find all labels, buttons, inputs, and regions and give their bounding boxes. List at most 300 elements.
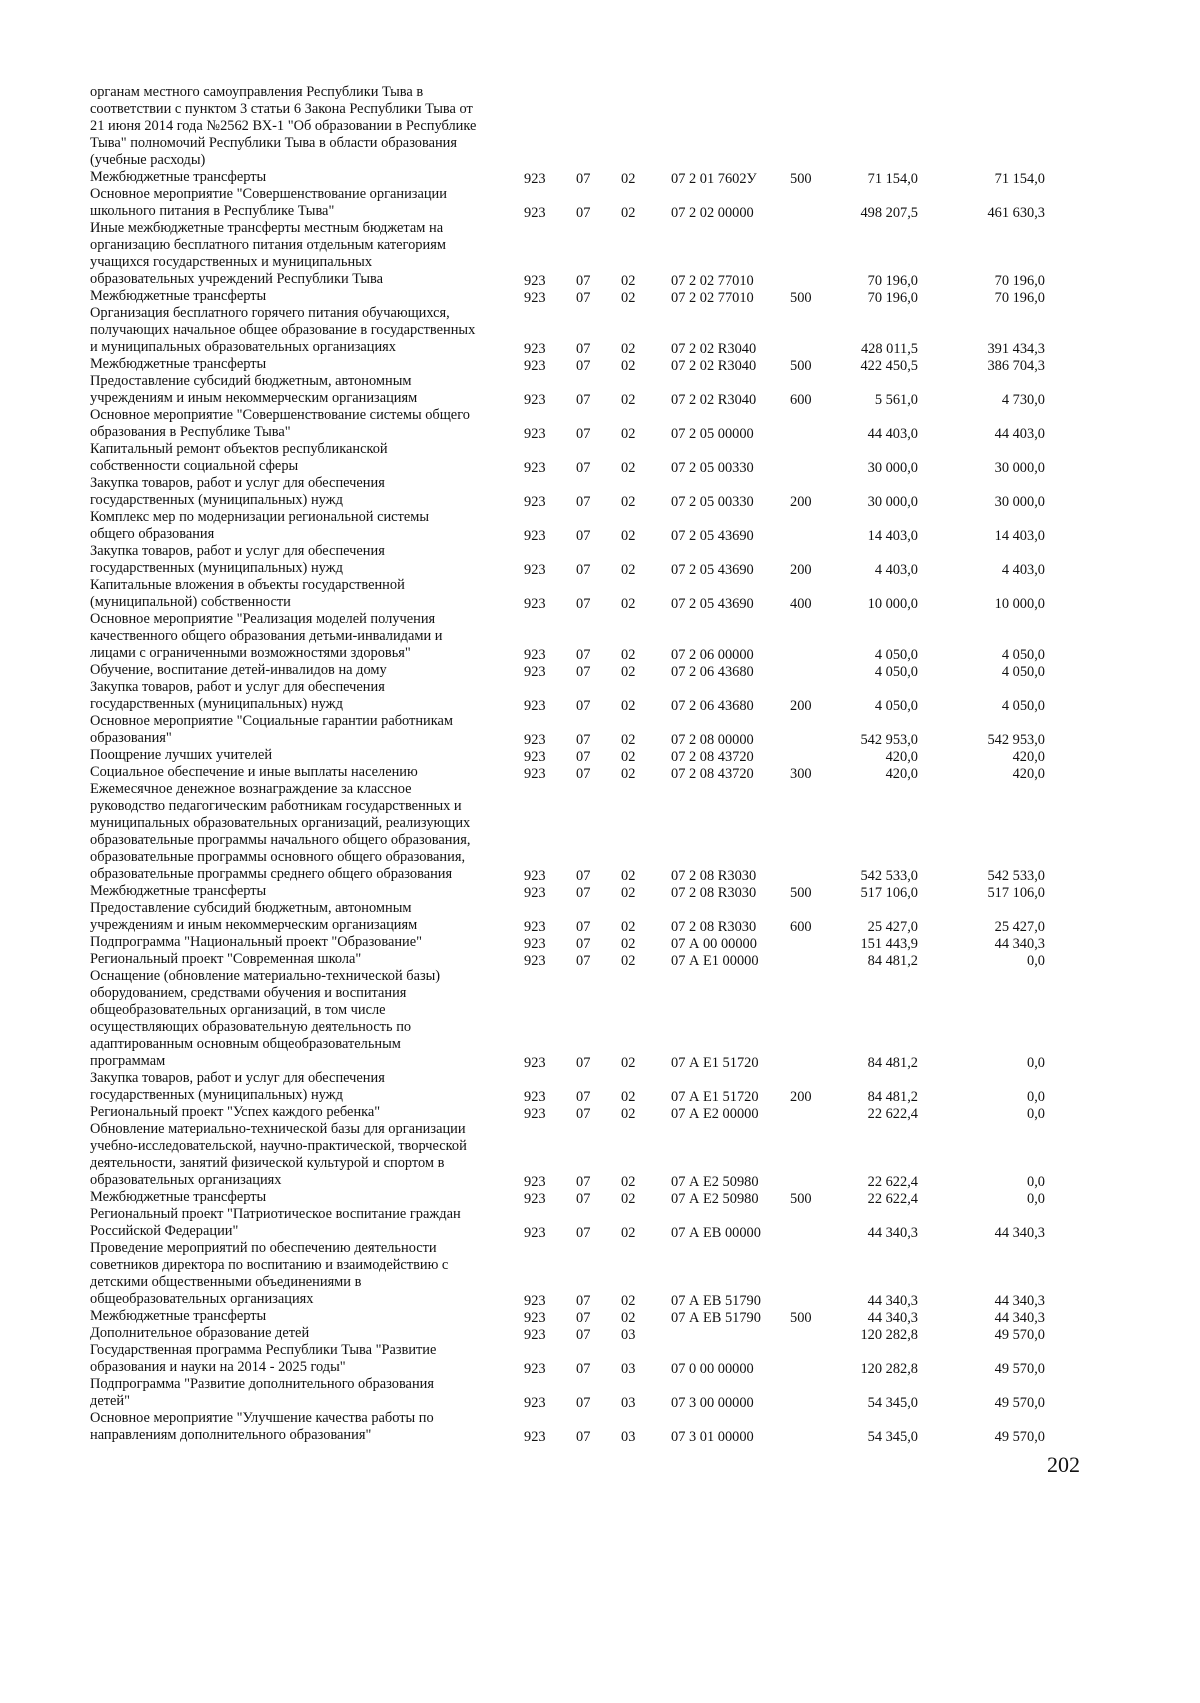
section-code: 07 [576, 528, 591, 544]
subsection-code: 02 [621, 868, 636, 884]
amount-year-2: 517 106,0 [987, 885, 1045, 901]
target-article-code: 07 А ЕВ 51790 [671, 1310, 761, 1326]
section-code: 07 [576, 205, 591, 221]
page-number: 202 [1047, 1452, 1080, 1477]
table-row [90, 356, 1045, 373]
description-line: собственности социальной сферы [90, 458, 299, 474]
amount-year-1: 10 000,0 [867, 596, 918, 612]
description-line: Основное мероприятие "Улучшение качества работы по [90, 1410, 434, 1426]
table-row [90, 305, 1045, 356]
target-article-code: 07 2 02 R3040 [671, 341, 757, 357]
description-line: Подпрограмма "Развитие дополнительного образования [90, 1376, 434, 1392]
description-line: Проведение мероприятий по обеспечению деятельности [90, 1240, 437, 1256]
amount-year-1: 14 403,0 [867, 528, 918, 544]
amount-year-2: 44 403,0 [994, 426, 1045, 442]
description-line: учреждениям и иным некоммерческим организациям [90, 390, 418, 406]
target-article-code: 07 А Е2 50980 [671, 1174, 759, 1190]
subsection-code: 02 [621, 392, 636, 408]
amount-year-2: 10 000,0 [994, 596, 1045, 612]
amount-year-2: 44 340,3 [994, 1293, 1045, 1309]
description-line: Региональный проект "Патриотическое воспитание граждан [90, 1206, 461, 1222]
description-line: руководство педагогическим работникам государственных и [90, 798, 462, 814]
subsection-code: 02 [621, 647, 636, 663]
description-line: государственных (муниципальных) нужд [90, 492, 343, 508]
description-line: и муниципальных образовательных организациях [90, 339, 396, 355]
table-row [90, 934, 1045, 951]
table-row [90, 1342, 1045, 1376]
subsection-code: 03 [621, 1327, 636, 1343]
section-code: 07 [576, 341, 591, 357]
row-description [90, 475, 524, 509]
table-row [90, 84, 1045, 169]
amount-year-2: 0,0 [1027, 1089, 1045, 1105]
amount-year-2: 420,0 [1012, 766, 1045, 782]
description-line: Подпрограмма "Национальный проект "Образование" [90, 934, 423, 950]
target-article-code: 07 2 08 00000 [671, 732, 754, 748]
subsection-code: 02 [621, 562, 636, 578]
description-line: Межбюджетные трансферты [90, 1189, 267, 1205]
subsection-code: 02 [621, 698, 636, 714]
section-code: 07 [576, 596, 591, 612]
description-line: Закупка товаров, работ и услуг для обеспечения [90, 475, 385, 491]
table-row [90, 1104, 1045, 1121]
section-code: 07 [576, 868, 591, 884]
amount-year-2: 49 570,0 [994, 1327, 1045, 1343]
subsection-code: 02 [621, 936, 636, 952]
target-article-code: 07 2 05 43690 [671, 596, 754, 612]
description-line: Дополнительное образование детей [90, 1325, 310, 1341]
description-line: 21 июня 2014 года №2562 ВХ-1 "Об образовании в Республике [90, 118, 477, 134]
row-description [90, 679, 524, 713]
department-code: 923 [524, 1174, 546, 1190]
department-code: 923 [524, 766, 546, 782]
department-code: 923 [524, 1429, 546, 1445]
target-article-code: 07 2 05 00000 [671, 426, 754, 442]
description-line: общеобразовательных организаций, в том числе [90, 1002, 386, 1018]
subsection-code: 02 [621, 358, 636, 374]
section-code: 07 [576, 426, 591, 442]
table-row [90, 1206, 1045, 1240]
description-line: Социальное обеспечение и иные выплаты населению [90, 764, 418, 780]
target-article-code: 07 А Е2 50980 [671, 1191, 759, 1207]
section-code: 07 [576, 732, 591, 748]
row-description [90, 509, 524, 543]
row-description [90, 186, 524, 220]
subsection-code: 02 [621, 953, 636, 969]
amount-year-1: 22 622,4 [867, 1106, 918, 1122]
section-code: 07 [576, 562, 591, 578]
description-line: муниципальных образовательных организаций, реализующих [90, 815, 471, 831]
section-code: 07 [576, 953, 591, 969]
amount-year-1: 542 533,0 [860, 868, 918, 884]
subsection-code: 02 [621, 1106, 636, 1122]
department-code: 923 [524, 749, 546, 765]
section-code: 07 [576, 885, 591, 901]
amount-year-1: 54 345,0 [867, 1429, 918, 1445]
department-code: 923 [524, 1225, 546, 1241]
table-row [90, 764, 1045, 781]
section-code: 07 [576, 698, 591, 714]
row-description [90, 1410, 524, 1444]
expense-type-code: 600 [790, 392, 812, 408]
row-description [90, 1376, 524, 1410]
department-code: 923 [524, 205, 546, 221]
row-description [90, 764, 524, 781]
description-line: Закупка товаров, работ и услуг для обеспечения [90, 543, 385, 559]
amount-year-1: 71 154,0 [867, 171, 918, 187]
section-code: 07 [576, 1361, 591, 1377]
description-line: деятельности, занятий физической культурой и спортом в [90, 1155, 445, 1171]
row-description [90, 1104, 524, 1121]
row-description [90, 407, 524, 441]
section-code: 07 [576, 1293, 591, 1309]
description-line: направлениям дополнительного образования" [90, 1427, 372, 1443]
amount-year-2: 0,0 [1027, 1055, 1045, 1071]
department-code: 923 [524, 392, 546, 408]
subsection-code: 02 [621, 749, 636, 765]
row-description [90, 288, 524, 305]
expense-type-code: 500 [790, 171, 812, 187]
row-description [90, 356, 524, 373]
subsection-code: 02 [621, 1310, 636, 1326]
section-code: 07 [576, 1055, 591, 1071]
target-article-code: 07 3 00 00000 [671, 1395, 754, 1411]
target-article-code: 07 А ЕВ 00000 [671, 1225, 761, 1241]
amount-year-2: 30 000,0 [994, 460, 1045, 476]
amount-year-1: 22 622,4 [867, 1191, 918, 1207]
row-description [90, 220, 524, 288]
department-code: 923 [524, 698, 546, 714]
row-description [90, 1189, 524, 1206]
description-line: образовательные программы начального общего образования, [90, 832, 471, 848]
table-row [90, 611, 1045, 662]
subsection-code: 02 [621, 732, 636, 748]
description-line: Капитальные вложения в объекты государственной [90, 577, 405, 593]
amount-year-2: 71 154,0 [994, 171, 1045, 187]
section-code: 07 [576, 647, 591, 663]
target-article-code: 07 А Е1 51720 [671, 1055, 759, 1071]
department-code: 923 [524, 1191, 546, 1207]
section-code: 07 [576, 1225, 591, 1241]
amount-year-2: 0,0 [1027, 1174, 1045, 1190]
target-article-code: 07 2 08 R3030 [671, 885, 757, 901]
description-line: образования в Республике Тыва" [90, 424, 291, 440]
description-line: Предоставление субсидий бюджетным, автономным [90, 900, 412, 916]
row-description [90, 611, 524, 662]
row-description [90, 373, 524, 407]
row-description [90, 747, 524, 764]
subsection-code: 02 [621, 341, 636, 357]
department-code: 923 [524, 953, 546, 969]
target-article-code: 07 А Е2 00000 [671, 1106, 759, 1122]
description-line: осуществляющих образовательную деятельность по [90, 1019, 412, 1035]
subsection-code: 02 [621, 1089, 636, 1105]
description-line: Организация бесплатного горячего питания обучающихся, [90, 305, 450, 321]
table-row [90, 1376, 1045, 1410]
description-line: учреждениям и иным некоммерческим организациям [90, 917, 418, 933]
row-description [90, 900, 524, 934]
amount-year-1: 4 403,0 [874, 562, 918, 578]
expense-type-code: 200 [790, 698, 812, 714]
expense-type-code: 600 [790, 919, 812, 935]
description-line: Предоставление субсидий бюджетным, автономным [90, 373, 412, 389]
table-row [90, 186, 1045, 220]
amount-year-2: 44 340,3 [994, 1310, 1045, 1326]
expense-type-code: 200 [790, 494, 812, 510]
table-row [90, 288, 1045, 305]
amount-year-2: 542 953,0 [987, 732, 1045, 748]
table-row [90, 1189, 1045, 1206]
table-row [90, 662, 1045, 679]
target-article-code: 07 2 05 43690 [671, 562, 754, 578]
target-article-code: 07 2 06 00000 [671, 647, 754, 663]
department-code: 923 [524, 936, 546, 952]
amount-year-1: 25 427,0 [867, 919, 918, 935]
target-article-code: 07 А Е1 00000 [671, 953, 759, 969]
subsection-code: 02 [621, 205, 636, 221]
row-description [90, 169, 524, 186]
row-description [90, 1308, 524, 1325]
amount-year-2: 25 427,0 [994, 919, 1045, 935]
amount-year-1: 44 340,3 [867, 1225, 918, 1241]
description-line: получающих начальное общее образование в государственных [90, 322, 476, 338]
target-article-code: 07 А ЕВ 51790 [671, 1293, 761, 1309]
table-row [90, 373, 1045, 407]
target-article-code: 07 2 08 R3030 [671, 919, 757, 935]
section-code: 07 [576, 664, 591, 680]
description-line: Оснащение (обновление материально-технической базы) [90, 968, 441, 984]
table-row [90, 577, 1045, 611]
amount-year-2: 461 630,3 [987, 205, 1045, 221]
section-code: 07 [576, 919, 591, 935]
department-code: 923 [524, 528, 546, 544]
description-line: соответствии с пунктом 3 статьи 6 Закона Республики Тыва от [90, 101, 473, 117]
subsection-code: 02 [621, 664, 636, 680]
subsection-code: 02 [621, 919, 636, 935]
amount-year-1: 517 106,0 [860, 885, 918, 901]
amount-year-2: 4 050,0 [1001, 698, 1045, 714]
description-line: учащихся государственных и муниципальных [90, 254, 373, 270]
row-description [90, 968, 524, 1070]
expense-type-code: 500 [790, 1191, 812, 1207]
amount-year-2: 44 340,3 [994, 1225, 1045, 1241]
row-description [90, 781, 524, 883]
section-code: 07 [576, 766, 591, 782]
amount-year-1: 44 340,3 [867, 1310, 918, 1326]
department-code: 923 [524, 1106, 546, 1122]
amount-year-1: 30 000,0 [867, 460, 918, 476]
department-code: 923 [524, 460, 546, 476]
amount-year-1: 4 050,0 [874, 664, 918, 680]
amount-year-2: 70 196,0 [994, 290, 1045, 306]
department-code: 923 [524, 647, 546, 663]
table-row [90, 220, 1045, 288]
description-line: советников директора по воспитанию и взаимодействию с [90, 1257, 449, 1273]
table-row [90, 968, 1045, 1070]
description-line: детей" [90, 1393, 130, 1409]
description-line: учебно-исследовательской, научно-практической, творческой [90, 1138, 467, 1154]
department-code: 923 [524, 1089, 546, 1105]
section-code: 07 [576, 171, 591, 187]
amount-year-1: 4 050,0 [874, 647, 918, 663]
description-line: адаптированным основным общеобразовательным [90, 1036, 401, 1052]
table-row [90, 1121, 1045, 1189]
amount-year-1: 44 403,0 [867, 426, 918, 442]
amount-year-1: 428 011,5 [860, 341, 918, 357]
amount-year-2: 14 403,0 [994, 528, 1045, 544]
target-article-code: 07 А 00 00000 [671, 936, 757, 952]
amount-year-2: 30 000,0 [994, 494, 1045, 510]
table-row [90, 781, 1045, 883]
section-code: 07 [576, 1310, 591, 1326]
description-line: образования" [90, 730, 172, 746]
subsection-code: 02 [621, 273, 636, 289]
table-row [90, 1240, 1045, 1308]
subsection-code: 02 [621, 885, 636, 901]
amount-year-1: 5 561,0 [874, 392, 918, 408]
table-row [90, 169, 1045, 186]
row-description [90, 543, 524, 577]
row-description [90, 1240, 524, 1308]
row-description [90, 305, 524, 356]
amount-year-1: 84 481,2 [867, 1055, 918, 1071]
table-row [90, 1308, 1045, 1325]
subsection-code: 03 [621, 1395, 636, 1411]
table-row [90, 679, 1045, 713]
row-description [90, 1342, 524, 1376]
department-code: 923 [524, 171, 546, 187]
department-code: 923 [524, 1361, 546, 1377]
amount-year-1: 84 481,2 [867, 953, 918, 969]
section-code: 07 [576, 392, 591, 408]
target-article-code: 07 2 02 R3040 [671, 392, 757, 408]
target-article-code: 07 2 08 43720 [671, 749, 754, 765]
amount-year-1: 422 450,5 [860, 358, 918, 374]
amount-year-1: 542 953,0 [860, 732, 918, 748]
expense-type-code: 200 [790, 1089, 812, 1105]
description-line: Капитальный ремонт объектов республиканской [90, 441, 388, 457]
description-line: общеобразовательных организациях [90, 1291, 314, 1307]
subsection-code: 02 [621, 290, 636, 306]
subsection-code: 02 [621, 426, 636, 442]
amount-year-2: 0,0 [1027, 1106, 1045, 1122]
description-line: Межбюджетные трансферты [90, 1308, 267, 1324]
amount-year-1: 120 282,8 [860, 1361, 918, 1377]
target-article-code: 07 2 05 43690 [671, 528, 754, 544]
description-line: Региональный проект "Современная школа" [90, 951, 362, 967]
table-row [90, 883, 1045, 900]
subsection-code: 02 [621, 1293, 636, 1309]
description-line: Обновление материально-технической базы для организации [90, 1121, 466, 1137]
expense-type-code: 200 [790, 562, 812, 578]
table-row [90, 509, 1045, 543]
department-code: 923 [524, 494, 546, 510]
section-code: 07 [576, 1191, 591, 1207]
amount-year-2: 49 570,0 [994, 1429, 1045, 1445]
description-line: школьного питания в Республике Тыва" [90, 203, 335, 219]
subsection-code: 02 [621, 528, 636, 544]
amount-year-2: 542 533,0 [987, 868, 1045, 884]
subsection-code: 02 [621, 494, 636, 510]
description-line: Иные межбюджетные трансферты местным бюджетам на [90, 220, 444, 236]
department-code: 923 [524, 732, 546, 748]
description-line: Государственная программа Республики Тыва "Развитие [90, 1342, 437, 1358]
section-code: 07 [576, 273, 591, 289]
department-code: 923 [524, 1310, 546, 1326]
table-row [90, 1410, 1045, 1444]
row-description [90, 713, 524, 747]
subsection-code: 03 [621, 1361, 636, 1377]
section-code: 07 [576, 358, 591, 374]
amount-year-1: 84 481,2 [867, 1089, 918, 1105]
target-article-code: 07 2 01 7602У [671, 171, 757, 187]
subsection-code: 02 [621, 1055, 636, 1071]
department-code: 923 [524, 664, 546, 680]
target-article-code: 07 2 08 43720 [671, 766, 754, 782]
section-code: 07 [576, 1395, 591, 1411]
section-code: 07 [576, 1327, 591, 1343]
description-line: детскими общественными объединениями в [90, 1274, 362, 1290]
description-line: Комплекс мер по модернизации региональной системы [90, 509, 430, 525]
table-row [90, 1070, 1045, 1104]
description-line: Поощрение лучших учителей [90, 747, 273, 763]
row-description [90, 1206, 524, 1240]
row-description [90, 577, 524, 611]
expense-type-code: 400 [790, 596, 812, 612]
row-description [90, 1325, 524, 1342]
section-code: 07 [576, 290, 591, 306]
row-description [90, 441, 524, 475]
department-code: 923 [524, 1293, 546, 1309]
description-line: Основное мероприятие "Совершенствование организации [90, 186, 447, 202]
department-code: 923 [524, 868, 546, 884]
description-line: общего образования [90, 526, 215, 542]
section-code: 07 [576, 749, 591, 765]
table-row [90, 543, 1045, 577]
section-code: 07 [576, 460, 591, 476]
amount-year-1: 120 282,8 [860, 1327, 918, 1343]
amount-year-2: 70 196,0 [994, 273, 1045, 289]
department-code: 923 [524, 273, 546, 289]
description-line: органам местного самоуправления Республики Тыва в [90, 84, 424, 100]
description-line: Межбюджетные трансферты [90, 169, 267, 185]
description-line: Основное мероприятие "Реализация моделей получения [90, 611, 436, 627]
section-code: 07 [576, 936, 591, 952]
description-line: государственных (муниципальных) нужд [90, 696, 343, 712]
table-row [90, 900, 1045, 934]
department-code: 923 [524, 1395, 546, 1411]
amount-year-1: 70 196,0 [867, 273, 918, 289]
target-article-code: 07 2 02 77010 [671, 290, 754, 306]
amount-year-1: 44 340,3 [867, 1293, 918, 1309]
amount-year-1: 420,0 [885, 749, 918, 765]
amount-year-2: 44 340,3 [994, 936, 1045, 952]
description-line: Обучение, воспитание детей-инвалидов на дому [90, 662, 387, 678]
amount-year-2: 49 570,0 [994, 1361, 1045, 1377]
department-code: 923 [524, 919, 546, 935]
table-row [90, 1325, 1045, 1342]
description-line: (учебные расходы) [90, 152, 206, 168]
department-code: 923 [524, 341, 546, 357]
row-description [90, 934, 524, 951]
table-row [90, 713, 1045, 747]
table-row [90, 441, 1045, 475]
amount-year-2: 0,0 [1027, 953, 1045, 969]
section-code: 07 [576, 494, 591, 510]
description-line: качественного общего образования детьми-инвалидами и [90, 628, 443, 644]
description-line: образовательные программы среднего общего образования [90, 866, 453, 882]
description-line: программам [90, 1053, 166, 1069]
